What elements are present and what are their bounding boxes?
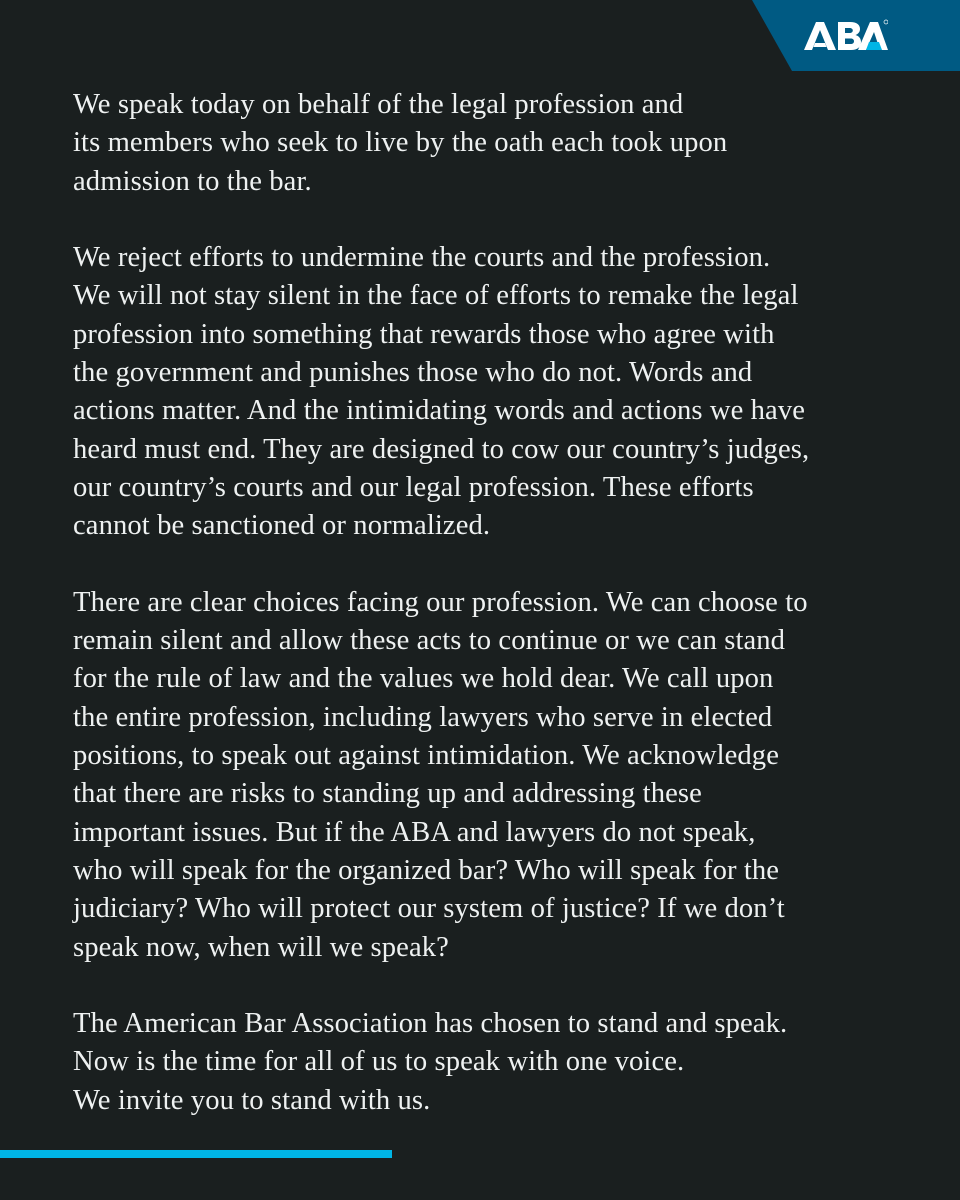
accent-bar: [0, 1150, 392, 1158]
statement-paragraph-2: We reject efforts to undermine the courts and the profession. We will not stay silent in the face of efforts to remake the legal profession into something that rewards those who agree with the government and punishes those who do not. Words and actions matter. And the intimidating words and actions we have heard must end. They are designed to cow our country’s judges, our country’s courts and our legal profession. These efforts cannot be sanctioned or normalized.: [73, 242, 810, 542]
statement-paragraph-1: We speak today on behalf of the legal profession and its members who seek to live by the oath each took upon admission to the bar.: [73, 89, 728, 197]
statement-paragraph-4: The American Bar Association has chosen to stand and speak. Now is the time for all of us to speak with one voice. We invite you to stand with us.: [73, 1008, 788, 1116]
statement-body: [73, 86, 903, 1120]
aba-logo: [804, 18, 888, 54]
aba-logo-tab: [752, 0, 960, 71]
statement-paragraph-3: There are clear choices facing our profession. We can choose to remain silent and allow these acts to continue or we can stand for the rule of law and the values we hold dear. We call upon the entire profession, including lawyers who serve in elected positions, to speak out against intimidation. We acknowledge that there are risks to standing up and addressing these important issues. But if the ABA and lawyers do not speak, who will speak for the organized bar? Who will speak for the judiciary? Who will protect our system of justice? If we don’t speak now, when will we speak?: [73, 586, 808, 963]
